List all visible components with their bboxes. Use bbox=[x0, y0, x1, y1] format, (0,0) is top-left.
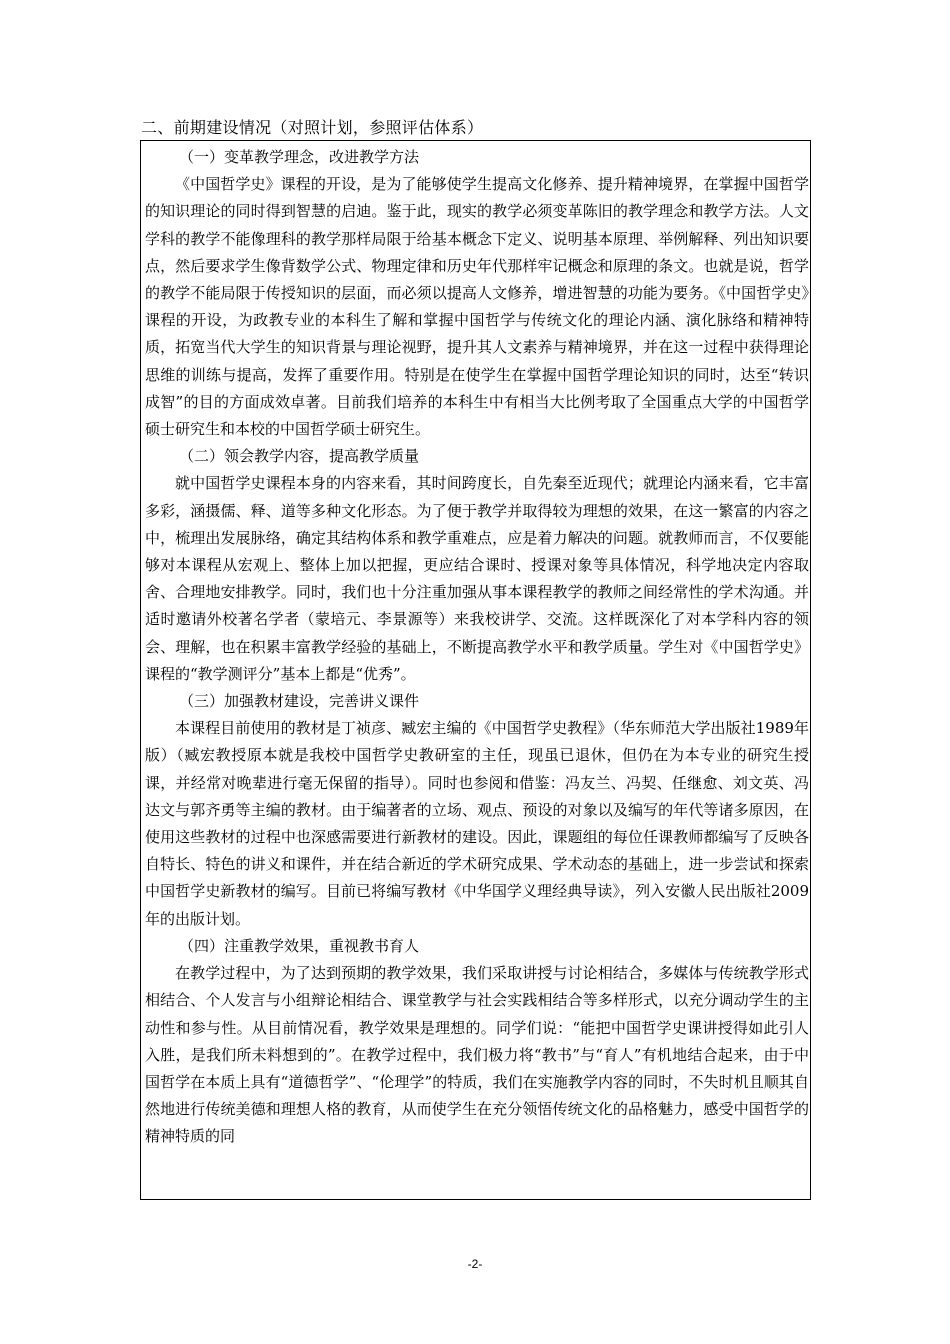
paragraph-2: 就中国哲学史课程本身的内容来看，其时间跨度长，自先秦至近现代；就理论内涵来看，它丰富多彩，涵摄儒、释、道等多种文化形态。为了便于教学并取得较为理想的效果，在这一繁富的内容之中，梳理出发展脉络，确定其结构体系和教学重难点，应是着力解决的问题。就教师而言，不仅要能够对本课程从宏观上、整体上加以把握，更应结合课时、授课对象等具体情况，科学地决定内容取舍、合理地安排教学。同时，我们也十分注重加强从事本课程教学的教师之间经常性的学术沟通。并适时邀请外校著名学者（蒙培元、李景源等）来我校讲学、交流。这样既深化了对本学科内容的领会、理解，也在积累丰富教学经验的基础上，不断提高教学水平和教学质量。学生对《中国哲学史》课程的“教学测评分”基本上都是“优秀”。 bbox=[145, 474, 809, 683]
paragraph-1: 《中国哲学史》课程的开设，是为了能够使学生提高文化修养、提升精神境界，在掌握中国哲学的知识理论的同时得到智慧的启迪。鉴于此，现实的教学必须变革陈旧的教学理念和教学方法。人文学科的教学不能像理科的教学那样局限于给基本概念下定义、说明基本原理、举例解释、列出知识要点，然后要求学生像背数学公式、物理定律和历史年代那样牢记概念和原理的条文。也就是说，哲学的教学不能局限于传授知识的层面，而必须以提高人文修养，增进智慧的功能为要务。《中国哲学史》课程的开设，为政教专业的本科生了解和掌握中国哲学与传统文化的理论内涵、演化脉络和精神特质，拓宽当代大学生的知识背景与理论视野，提升其人文素养与精神境界，并在这一过程中获得理论思维的训练与提高，发挥了重要作用。特别是在使学生在掌握中国哲学理论知识的同时，达至“转识成智”的目的方面成效卓著。目前我们培养的本科生中有相当大比例考取了全国重点大学的中国哲学硕士研究生和本校的中国哲学硕士研究生。 bbox=[145, 175, 809, 439]
content-box bbox=[140, 140, 811, 1200]
paragraph-3: 本课程目前使用的教材是丁祯彦、臧宏主编的《中国哲学史教程》（华东师范大学出版社1989年版）（臧宏教授原本就是我校中国哲学史教研室的主任，现虽已退休，但仍在为本专业的研究生授课，并经常对晚辈进行毫无保留的指导）。同时也参阅和借鉴：冯友兰、冯契、任继愈、刘文英、冯达文与郭齐勇等主编的教材。由于编著者的立场、观点、预设的对象以及编写的年代等诸多原因，在使用这些教材的过程中也深感需要进行新教材的建设。因此，课题组的每位任课教师都编写了反映各自特长、特色的讲义和课件，并在结合新近的学术研究成果、学术动态的基础上，进一步尝试和探索中国哲学史新教材的编写。目前已将编写教材《中华国学义理经典导读》，列入安徽人民出版社2009年的出版计划。 bbox=[145, 719, 809, 928]
subsection-heading-3: （三）加强教材建设，完善讲义课件 bbox=[179, 692, 420, 711]
page-number: -2- bbox=[467, 1257, 483, 1271]
subsection-heading-4: （四）注重教学效果，重视教书育人 bbox=[179, 936, 420, 955]
paragraph-4: 在教学过程中，为了达到预期的教学效果，我们采取讲授与讨论相结合，多媒体与传统教学形式相结合、个人发言与小组辩论相结合、课堂教学与社会实践相结合等多样形式，以充分调动学生的主动性和参与性。从目前情况看，教学效果是理想的。同学们说：“能把中国哲学史课讲授得如此引人入胜，是我们所未料想到的”。在教学过程中，我们极力将“教书”与“育人”有机地结合起来，由于中国哲学在本质上具有“道德哲学”、“伦理学”的特质，我们在实施教学内容的同时，不失时机且顺其自然地进行传统美德和理想人格的教育，从而使学生在充分领悟传统文化的品格魅力，感受中国哲学的精神特质的同 bbox=[145, 964, 809, 1146]
subsection-heading-1: （一）变革教学理念，改进教学方法 bbox=[179, 148, 420, 166]
section-heading: 二、前期建设情况（对照计划，参照评估体系） bbox=[141, 118, 484, 137]
subsection-heading-2: （二）领会教学内容，提高教学质量 bbox=[179, 447, 420, 466]
